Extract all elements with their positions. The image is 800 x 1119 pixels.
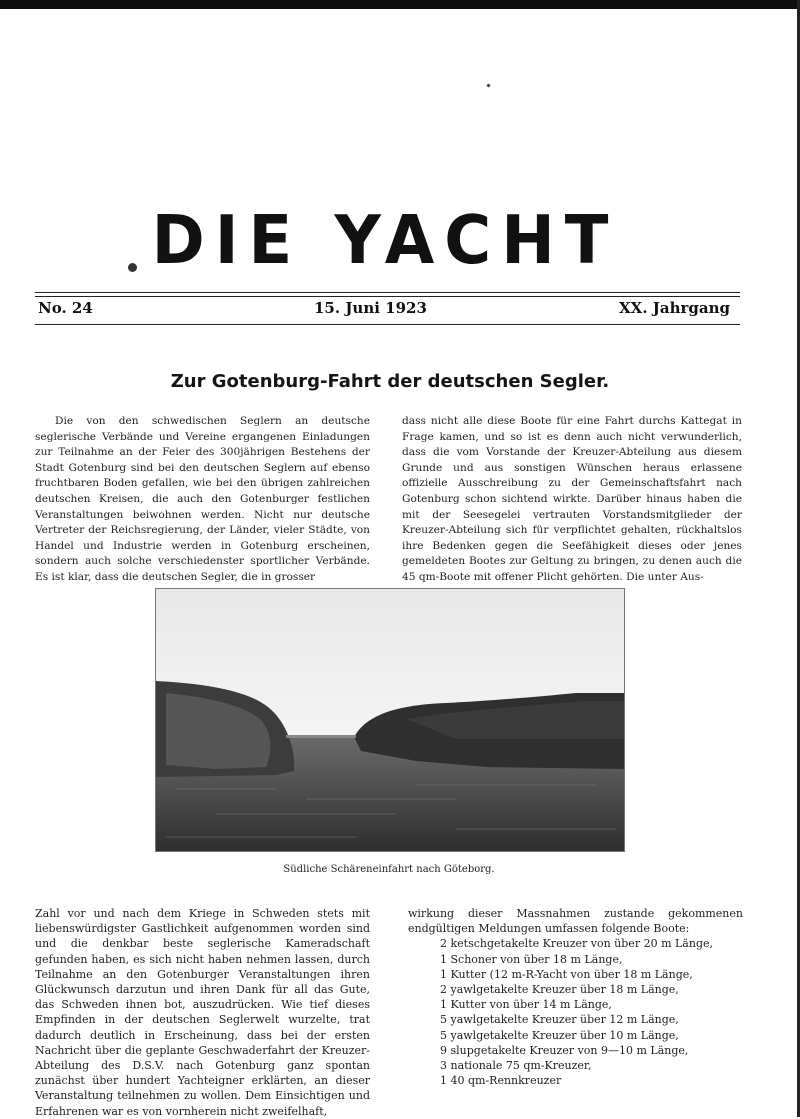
list-item: 2 ketschgetakelte Kreuzer von über 20 m Länge, [440,937,713,951]
list-item: 5 yawlgetakelte Kreuzer über 10 m Länge, [440,1028,679,1042]
header-rule-top [35,292,740,293]
article-paragraph: dass nicht alle diese Boote für eine Fahrt durchs Kattegat in Frage kamen, und so ist es denn auch nicht verwunderlich, dass die vom Vorstande der Kreuzer-Abteilung aus diesem Grunde und aus sonstigen Wünschen heraus erlassene offizielle Ausschreibung zu der Gemeinschaftsfahrt nach Gotenburg schon sichtend wirkte. Darüber hinaus haben die mit der Seesegelei vertrauten Vorstandsmitglieder der Kreuzer-Abteilung sich für verpflichtet gehalten, rückhaltslos ihre Bedenken gegen die Seefähigkeit dieses oder jenes gemeldeten Bootes zur Geltung zu bringen, zu denen auch die 45 qm-Boote mit offener Plicht gehörten. Die unter Aus- [402,415,742,583]
article-column-left-bottom [35,906,370,1119]
article-title: Zur Gotenburg-Fahrt der deutschen Segler. [170,371,610,392]
masthead [120,196,650,286]
list-item: 5 yawlgetakelte Kreuzer über 12 m Länge, [440,1013,679,1027]
skerry-photo-image [156,589,624,851]
photo-caption: Südliche Schäreneinfahrt nach Göteborg. [283,864,495,875]
article-paragraph: Die von den schwedischen Seglern an deutsche seglerische Verbände und Vereine ergangenen Einladungen zur Teilnahme an der Feier des 300jährigen Bestehens der Stadt Gotenburg sind bei den deutschen Seglern auf ebenso fruchtbaren Boden gefallen, wie bei den übrigen zahlreichen deutschen Kreisen, die auch den Gotenburger festlichen Veranstaltungen beiwohnen werden. Nicht nur deutsche Vertreter der Reichsregierung, der Länder, vieler Städte, von Handel und Industrie werden in Gotenburg erscheinen, sondern auch solche verschiedenster sportlicher Verbände. Es ist klar, dass die deutschen Segler, die in grosser [35,415,370,583]
article-photo [155,588,625,852]
top-border [0,0,800,9]
list-item: 1 Kutter (12 m-R-Yacht von über 18 m Länge, [440,967,693,981]
list-item: 9 slupgetakelte Kreuzer von 9—10 m Länge, [440,1043,689,1057]
article-paragraph: wirkung dieser Massnahmen zustande gekommenen endgültigen Meldungen umfassen folgende Boote: [408,907,743,936]
print-speck [486,83,490,87]
list-item: 1 Schoner von über 18 m Länge, [440,952,623,966]
header-rule-double [35,296,740,297]
list-item: 2 yawlgetakelte Kreuzer über 18 m Länge, [440,983,679,997]
boat-list [408,936,743,1088]
issue-number: No. 24 [38,299,93,317]
article-column-right-bottom [408,906,743,1088]
list-item: 1 40 qm-Rennkreuzer [440,1074,562,1088]
article-column-left-top [35,414,370,586]
issue-volume: XX. Jahrgang [619,299,730,317]
list-item: 1 Kutter von über 14 m Länge, [440,998,612,1012]
masthead-logo: DIE YACHT [151,202,619,280]
list-item: 3 nationale 75 qm-Kreuzer, [440,1059,592,1073]
article-paragraph: Zahl vor und nach dem Kriege in Schweden stets mit liebenswürdigster Gastlichkeit aufgenommen worden sind und die denkbar beste seglerische Kameradschaft gefunden haben, es sich nicht haben nehmen lassen, durch Teilnahme an den Gotenburger Veranstaltungen ihren Glückwunsch darzutun und ihren Dank für all das Gute, das Schweden ihnen bot, auszudrücken. Wie tief dieses Empfinden in der deutschen Seglerwelt wurzelte, trat dadurch deutlich in Erscheinung, dass bei der ersten Nachricht über die geplante Geschwaderfahrt der Kreuzer-Abteilung des D.S.V. nach Gotenburg ganz spontan zunächst über hundert Yachteigner erklärten, an dieser Veranstaltung teilnehmen zu wollen. Dem Einsichtigen und Erfahrenen war es von vornherein nicht zweifelhaft, [35,907,370,1118]
issue-date: 15. Juni 1923 [314,299,427,317]
header-rule-bottom [35,324,740,325]
article-column-right-top [402,414,742,586]
